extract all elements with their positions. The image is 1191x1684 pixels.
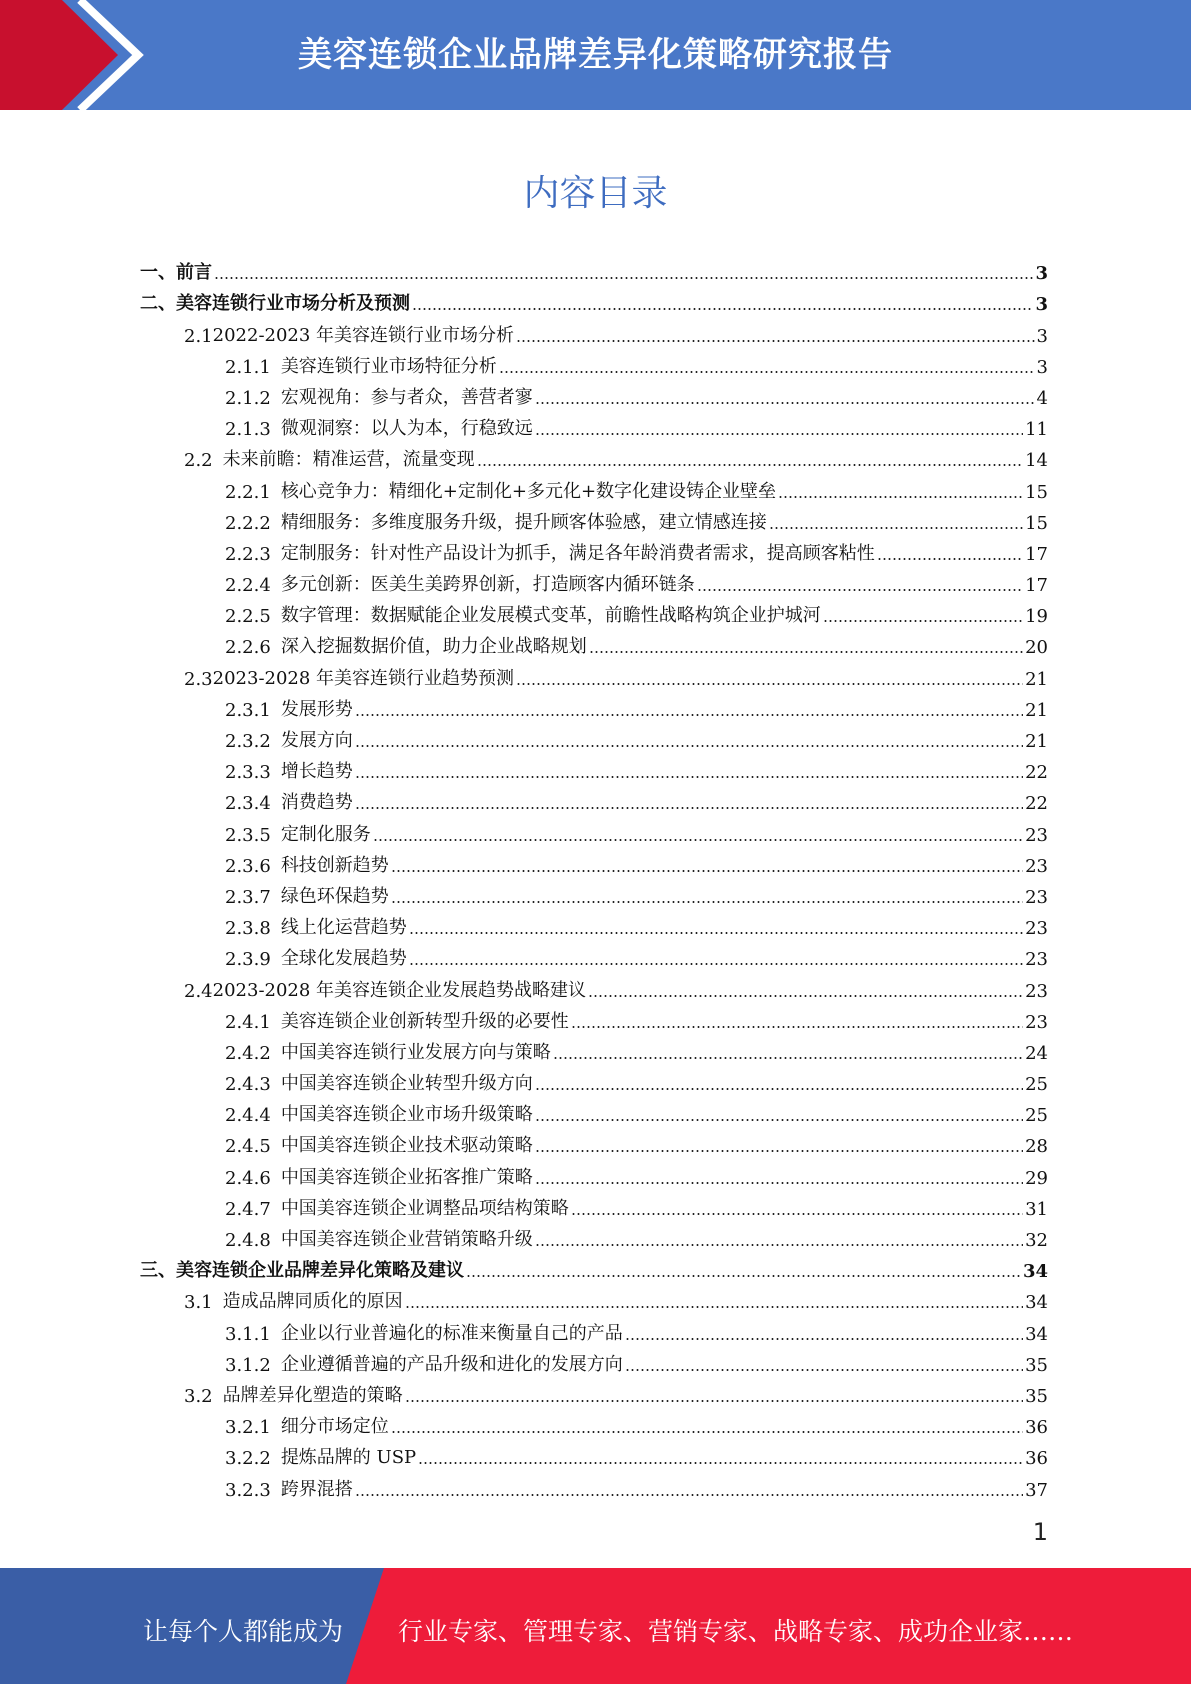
toc-entry-label: 前言 [176, 262, 212, 284]
toc-dot-leader [355, 807, 1023, 809]
toc-entry[interactable] [140, 1407, 1048, 1438]
toc-entry-number: 2.2.1 [225, 481, 271, 503]
toc-entry-page: 34 [1022, 1261, 1048, 1283]
toc-entry-label: 品牌差异化塑造的策略 [222, 1384, 403, 1406]
toc-entry-number: 2.3.6 [225, 855, 271, 877]
toc-dot-leader [769, 527, 1023, 529]
toc-entry[interactable] [140, 253, 1048, 284]
toc-entry[interactable] [140, 1095, 1048, 1126]
toc-entry-page: 29 [1025, 1167, 1048, 1189]
toc-entry-label: 核心竞争力：精细化+定制化+多元化+数字化建设铸企业壁垒 [280, 480, 777, 502]
toc-dot-leader [571, 1026, 1023, 1028]
toc-dot-leader [535, 1088, 1023, 1090]
toc-entry-number: 2.3.5 [225, 824, 271, 846]
toc-dot-leader [355, 745, 1023, 747]
toc-entry-label: 发展方向 [280, 730, 353, 751]
report-title: 美容连锁企业品牌差异化策略研究报告 [298, 35, 893, 75]
toc-dot-leader [355, 776, 1023, 778]
toc-entry[interactable] [140, 690, 1048, 721]
toc-entry-page: 23 [1025, 1011, 1048, 1033]
toc-dot-leader [477, 464, 1023, 466]
toc-dot-leader [355, 714, 1023, 716]
toc-entry-page: 21 [1025, 668, 1048, 690]
toc-entry[interactable] [140, 1251, 1048, 1282]
toc-dot-leader [535, 1150, 1023, 1152]
toc-dot-leader [412, 308, 1033, 310]
toc-entry-label: 2023-2028 年美容连锁企业发展趋势战略建议 [212, 979, 587, 1001]
toc-entry-page: 15 [1025, 481, 1048, 503]
toc-entry-page: 22 [1025, 762, 1048, 784]
toc-entry-page: 11 [1025, 419, 1048, 441]
toc-entry[interactable] [140, 1282, 1048, 1313]
toc-entry-number: 2.1 [184, 325, 213, 347]
toc-entry-number: 2.3.4 [225, 793, 271, 815]
toc-entry[interactable] [140, 1064, 1048, 1095]
toc-entry-number: 2.3.9 [225, 949, 271, 971]
toc-entry-label: 发展形势 [280, 698, 353, 720]
toc-entry-number: 2.4.3 [225, 1074, 271, 1096]
toc-entry-label: 深入挖掘数据价值，助力企业战略规划 [280, 636, 587, 658]
toc-entry[interactable] [140, 534, 1048, 565]
toc-entry-label: 中国美容连锁行业发展方向与策略 [280, 1041, 551, 1063]
toc-dot-leader [516, 683, 1023, 685]
toc-dot-leader [516, 340, 1034, 342]
toc-entry-number: 2.3 [184, 668, 213, 690]
toc-entry-number: 2.3.1 [225, 699, 271, 721]
toc-dot-leader [535, 402, 1035, 404]
toc-dot-leader [877, 558, 1023, 560]
toc-entry[interactable] [140, 1469, 1048, 1500]
toc-dot-leader [418, 1462, 1023, 1464]
toc-entry[interactable] [140, 1033, 1048, 1064]
toc-entry[interactable] [140, 846, 1048, 877]
toc-entry-number: 2.4.4 [225, 1105, 271, 1127]
toc-entry[interactable] [140, 783, 1048, 814]
toc-entry-page: 22 [1025, 793, 1048, 815]
footer-slogan-right: 行业专家、管理专家、营销专家、战略专家、成功企业家…… [398, 1617, 1074, 1646]
toc-entry-label: 中国美容连锁企业营销策略升级 [280, 1229, 533, 1250]
toc-entry-page: 20 [1025, 637, 1048, 659]
toc-entry-number: 2.3.8 [225, 918, 271, 940]
toc-entry-page: 21 [1025, 699, 1048, 721]
toc-entry-page: 25 [1025, 1105, 1048, 1127]
toc-entry[interactable] [140, 908, 1048, 939]
toc-entry-number: 2.3.7 [225, 886, 271, 908]
toc-entry-page: 34 [1025, 1292, 1048, 1314]
toc-entry-number: 2.1.1 [225, 356, 271, 378]
toc-entry-number: 2.2.2 [225, 512, 271, 534]
toc-entry-label: 美容连锁行业市场特征分析 [280, 355, 497, 377]
toc-entry-page: 37 [1025, 1479, 1048, 1501]
toc-entry-number: 2.2.3 [225, 543, 271, 565]
toc-entry[interactable] [140, 1126, 1048, 1157]
toc-entry-number: 2.4.2 [225, 1042, 271, 1064]
toc-entry-number: 2.2 [184, 450, 213, 472]
toc-dot-leader [409, 932, 1023, 934]
toc-entry[interactable] [140, 939, 1048, 970]
toc-entry-page: 35 [1025, 1385, 1048, 1407]
toc-entry-label: 美容连锁行业市场分析及预测 [176, 293, 410, 315]
toc-entry-number: 2.4.8 [225, 1230, 271, 1251]
toc-dot-leader [535, 1182, 1023, 1184]
toc-dot-leader [553, 1057, 1023, 1059]
toc-entry-label: 宏观视角：参与者众，善营者寥 [280, 386, 533, 408]
toc-entry-page: 23 [1025, 918, 1048, 940]
toc-dot-leader [697, 589, 1023, 591]
toc-entry-number: 2.4.6 [225, 1167, 271, 1189]
toc-entry-number: 2.1.2 [225, 387, 271, 409]
toc-entry-page: 23 [1025, 886, 1048, 908]
toc-entry-label: 定制化服务 [280, 823, 371, 845]
toc-entry-label: 企业以行业普遍化的标准来衡量自己的产品 [280, 1322, 623, 1344]
toc-entry-page: 17 [1025, 543, 1048, 565]
toc-dot-leader [588, 995, 1023, 997]
toc-entry-label: 微观洞察：以人为本，行稳致远 [280, 418, 533, 440]
toc-entry-label: 跨界混搭 [280, 1478, 353, 1500]
toc-entry-page: 19 [1025, 606, 1048, 628]
toc-dot-leader [499, 371, 1035, 373]
toc-entry-number: 2.2.5 [225, 606, 271, 628]
toc-entry-page: 35 [1025, 1354, 1048, 1376]
toc-dot-leader [214, 277, 1033, 279]
toc-entry-number: 2.2.6 [225, 637, 271, 659]
toc-entry[interactable] [140, 1002, 1048, 1033]
toc-entry-label: 2022-2023 年美容连锁行业市场分析 [212, 324, 515, 346]
toc-dot-leader [535, 1119, 1023, 1121]
toc-entry[interactable] [140, 1189, 1048, 1220]
page-number: 1 [1032, 1518, 1048, 1546]
toc-dot-leader [391, 870, 1023, 872]
toc-entry-label: 细分市场定位 [280, 1416, 389, 1438]
toc-entry[interactable] [140, 814, 1048, 845]
toc-entry-number: 一、 [140, 262, 176, 284]
toc-entry[interactable] [140, 471, 1048, 502]
toc-entry-label: 数字管理：数据赋能企业发展模式变革，前瞻性战略构筑企业护城河 [280, 605, 821, 627]
toc-entry-number: 2.3.3 [225, 762, 271, 784]
toc-entry-number: 2.4 [184, 980, 213, 1002]
toc-entry-label: 中国美容连锁企业转型升级方向 [280, 1073, 533, 1095]
toc-entry-page: 23 [1025, 855, 1048, 877]
toc-entry-page: 23 [1025, 949, 1048, 971]
toc-entry-page: 3 [1036, 356, 1048, 378]
toc-dot-leader [466, 1275, 1021, 1277]
toc-entry-number: 3.1 [184, 1292, 213, 1314]
toc-entry[interactable] [140, 658, 1048, 689]
toc-entry[interactable] [140, 1220, 1048, 1251]
toc-entry-label: 中国美容连锁企业拓客推广策略 [280, 1166, 533, 1188]
toc-entry[interactable] [140, 565, 1048, 596]
toc-entry-number: 2.4.7 [225, 1198, 271, 1220]
toc-entry[interactable] [140, 284, 1048, 315]
toc-entry[interactable] [140, 721, 1048, 752]
toc-entry-number: 二、 [140, 293, 176, 315]
toc-entry-page: 14 [1025, 450, 1048, 472]
toc-entry-page: 24 [1025, 1042, 1048, 1064]
toc-entry-number: 三、 [140, 1260, 176, 1282]
toc-entry-number: 2.4.5 [225, 1136, 271, 1158]
toc-entry[interactable] [140, 1376, 1048, 1407]
toc-entry-label: 美容连锁企业品牌差异化策略及建议 [176, 1260, 464, 1282]
toc-entry-page: 3 [1035, 263, 1048, 285]
toc-entry-page: 36 [1025, 1448, 1048, 1470]
toc-entry[interactable] [140, 1157, 1048, 1188]
toc-entry-label: 精细服务：多维度服务升级，提升顾客体验感，建立情感连接 [280, 511, 767, 533]
toc-entry-page: 21 [1025, 731, 1048, 752]
toc-entry[interactable] [140, 1438, 1048, 1469]
footer-slogan-left: 让每个人都能成为 [143, 1617, 344, 1646]
toc-entry-label: 2023-2028 年美容连锁行业趋势预测 [212, 667, 515, 689]
toc-entry-label: 增长趋势 [280, 761, 353, 783]
toc-dot-leader [373, 839, 1023, 841]
toc-entry[interactable] [140, 347, 1048, 378]
toc-entry-number: 3.2.2 [225, 1448, 271, 1470]
toc-dot-leader [405, 1400, 1023, 1402]
toc-entry-label: 中国美容连锁企业市场升级策略 [280, 1104, 533, 1126]
toc-entry[interactable] [140, 315, 1048, 346]
toc-entry-page: 4 [1036, 387, 1048, 409]
toc-entry[interactable] [140, 409, 1048, 440]
toc-entry-label: 造成品牌同质化的原因 [222, 1291, 403, 1313]
toc-entry[interactable] [140, 877, 1048, 908]
toc-entry-label: 多元创新：医美生美跨界创新，打造顾客内循环链条 [280, 574, 695, 596]
toc-dot-leader [778, 496, 1023, 498]
toc-dot-leader [355, 1494, 1023, 1496]
toc-entry-page: 17 [1025, 575, 1048, 597]
toc-entry-label: 线上化运营趋势 [280, 917, 407, 939]
toc-entry-page: 15 [1025, 512, 1048, 534]
toc-entry-page: 32 [1025, 1230, 1048, 1251]
toc-entry-number: 2.4.1 [225, 1011, 271, 1033]
toc-entry[interactable] [140, 627, 1048, 658]
toc-entry-page: 28 [1025, 1136, 1048, 1158]
toc-dot-leader [535, 433, 1023, 435]
toc-entry[interactable] [140, 440, 1048, 471]
toc-entry[interactable] [140, 752, 1048, 783]
toc-entry-label: 美容连锁企业创新转型升级的必要性 [280, 1010, 569, 1032]
toc-entry[interactable] [140, 1313, 1048, 1344]
toc-entry-number: 3.2 [184, 1385, 213, 1407]
toc-entry-number: 2.3.2 [225, 731, 271, 752]
toc-entry-label: 企业遵循普遍的产品升级和进化的发展方向 [280, 1353, 623, 1375]
toc-entry[interactable] [140, 503, 1048, 534]
toc-dot-leader [535, 1244, 1023, 1246]
toc-dot-leader [409, 963, 1023, 965]
toc-list [140, 253, 1048, 1501]
toc-dot-leader [391, 1431, 1023, 1433]
toc-entry-page: 31 [1025, 1198, 1048, 1220]
toc-title: 内容目录 [523, 173, 668, 214]
toc-entry-label: 全球化发展趋势 [280, 948, 407, 970]
toc-entry-label: 消费趋势 [280, 792, 353, 814]
toc-entry-page: 3 [1035, 294, 1048, 316]
toc-entry-label: 科技创新趋势 [280, 854, 389, 876]
toc-entry-page: 36 [1025, 1417, 1048, 1439]
toc-entry-page: 23 [1025, 824, 1048, 846]
toc-dot-leader [571, 1213, 1023, 1215]
toc-dot-leader [823, 620, 1023, 622]
toc-entry-page: 25 [1025, 1074, 1048, 1096]
toc-entry-label: 中国美容连锁企业调整品项结构策略 [280, 1197, 569, 1219]
toc-entry-number: 3.2.1 [225, 1417, 271, 1439]
toc-entry-page: 23 [1025, 980, 1048, 1002]
toc-dot-leader [625, 1369, 1023, 1371]
toc-entry[interactable] [140, 378, 1048, 409]
toc-entry-label: 绿色环保趋势 [280, 885, 389, 907]
toc-dot-leader [391, 901, 1023, 903]
toc-entry-number: 2.1.3 [225, 419, 271, 441]
toc-dot-leader [625, 1338, 1023, 1340]
toc-entry[interactable] [140, 1345, 1048, 1376]
toc-entry-label: 提炼品牌的 USP [280, 1447, 417, 1469]
toc-entry[interactable] [140, 970, 1048, 1001]
toc-entry[interactable] [140, 596, 1048, 627]
toc-entry-page: 3 [1036, 325, 1048, 347]
toc-dot-leader [589, 651, 1023, 653]
toc-entry-page: 34 [1025, 1323, 1048, 1345]
toc-entry-number: 2.2.4 [225, 575, 271, 597]
toc-entry-label: 定制服务：针对性产品设计为抓手，满足各年龄消费者需求，提高顾客粘性 [280, 542, 875, 564]
toc-entry-label: 未来前瞻：精准运营，流量变现 [222, 449, 475, 471]
toc-entry-number: 3.2.3 [225, 1479, 271, 1501]
toc-entry-number: 3.1.2 [225, 1354, 271, 1376]
toc-dot-leader [405, 1306, 1023, 1308]
toc-entry-number: 3.1.1 [225, 1323, 271, 1345]
toc-entry-label: 中国美容连锁企业技术驱动策略 [280, 1135, 533, 1157]
